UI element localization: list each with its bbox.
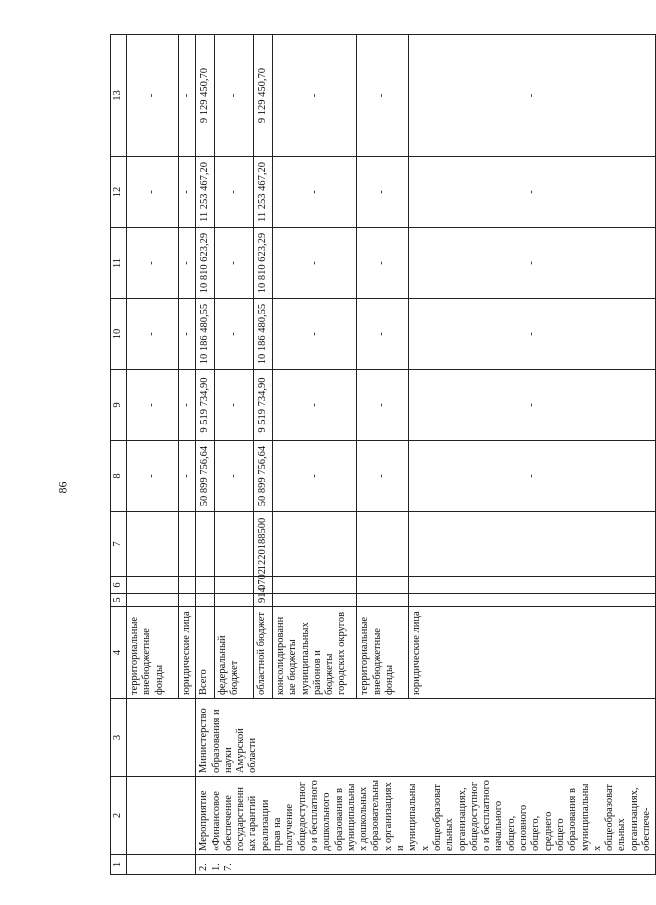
- value-cell: 9 129 450,70: [196, 35, 215, 157]
- value-cell: -: [179, 228, 196, 299]
- value-cell: 50 899 756,64: [196, 441, 215, 512]
- value-cell: -: [127, 441, 179, 512]
- col-header: 1: [111, 855, 127, 875]
- col-header: 4: [111, 607, 127, 699]
- value-cell: -: [357, 441, 408, 512]
- value-cell: -: [127, 35, 179, 157]
- col-header: 13: [111, 35, 127, 157]
- value-cell: -: [214, 299, 254, 370]
- rz-cell: [214, 577, 254, 594]
- col-header: 2: [111, 777, 127, 855]
- value-cell: -: [272, 370, 356, 441]
- csr-cell: [214, 512, 254, 577]
- csr-cell: [272, 512, 356, 577]
- value-cell: 10 810 623,29: [254, 228, 273, 299]
- source-cell: консолидированные бюджеты муниципальных районов и бюджеты городских округов: [272, 607, 356, 699]
- grbs-cell: [408, 594, 656, 607]
- measure-code: 2.1.7.: [196, 855, 656, 875]
- grbs-cell: [357, 594, 408, 607]
- rz-cell: [179, 577, 196, 594]
- col-header: 8: [111, 441, 127, 512]
- value-cell: -: [179, 299, 196, 370]
- value-cell: -: [127, 157, 179, 228]
- csr-cell: [179, 512, 196, 577]
- rz-cell: [127, 577, 179, 594]
- grbs-cell: [214, 594, 254, 607]
- table-row: [127, 35, 179, 875]
- value-cell: 10 810 623,29: [196, 228, 215, 299]
- value-cell: 9 129 450,70: [254, 35, 273, 157]
- rz-cell: [196, 577, 215, 594]
- csr-cell: [408, 512, 656, 577]
- value-cell: -: [214, 441, 254, 512]
- value-cell: -: [408, 157, 656, 228]
- value-cell: 50 899 756,64: [254, 441, 273, 512]
- grbs-cell: 914: [254, 594, 273, 607]
- csr-cell: 1220188500: [254, 512, 273, 577]
- value-cell: 9 519 734,90: [196, 370, 215, 441]
- value-cell: 11 253 467,20: [196, 157, 215, 228]
- value-cell: -: [272, 228, 356, 299]
- executor-cell: [127, 699, 196, 777]
- value-cell: 11 253 467,20: [254, 157, 273, 228]
- code-cell: [127, 855, 196, 875]
- value-cell: -: [214, 228, 254, 299]
- value-cell: -: [408, 228, 656, 299]
- source-cell: юридические лица: [408, 607, 656, 699]
- value-cell: -: [214, 370, 254, 441]
- grbs-cell: [127, 594, 179, 607]
- value-cell: -: [214, 157, 254, 228]
- budget-table-wrapper: [110, 35, 652, 875]
- col-header: 5: [111, 594, 127, 607]
- col-header: 3: [111, 699, 127, 777]
- col-header: 10: [111, 299, 127, 370]
- table-row: [196, 35, 215, 875]
- value-cell: -: [214, 35, 254, 157]
- value-cell: -: [408, 370, 656, 441]
- source-cell: территориальные внебюджетные фонды: [127, 607, 179, 699]
- value-cell: -: [408, 299, 656, 370]
- grbs-cell: [179, 594, 196, 607]
- value-cell: -: [179, 157, 196, 228]
- value-cell: -: [357, 157, 408, 228]
- col-header: 11: [111, 228, 127, 299]
- grbs-cell: [272, 594, 356, 607]
- value-cell: -: [272, 299, 356, 370]
- value-cell: -: [179, 35, 196, 157]
- source-cell: территориальные внебюджетные фонды: [357, 607, 408, 699]
- value-cell: -: [357, 228, 408, 299]
- rz-cell: [272, 577, 356, 594]
- value-cell: -: [272, 35, 356, 157]
- value-cell: -: [127, 228, 179, 299]
- measure-name: Мероприятие «Финансовое обеспечение государственных гарантий реализации прав на получение общедоступного и бесплатного дошкольного образования в муниципальных дошкольных образовательных организациях и муниципальных общеобразовательных организациях, общедоступного и бесплатного начального общего, основного общего, среднего общего образования в муниципальных общеобразовательных организациях, обеспече-: [196, 777, 656, 855]
- value-cell: -: [408, 441, 656, 512]
- source-cell: областной бюджет: [254, 607, 273, 699]
- value-cell: 10 186 480,55: [196, 299, 215, 370]
- value-cell: -: [357, 35, 408, 157]
- csr-cell: [127, 512, 179, 577]
- source-cell: Всего: [196, 607, 215, 699]
- value-cell: -: [272, 157, 356, 228]
- grbs-cell: [196, 594, 215, 607]
- col-header: 6: [111, 577, 127, 594]
- value-cell: -: [357, 299, 408, 370]
- page-number: 86: [55, 481, 70, 494]
- rz-cell: [357, 577, 408, 594]
- col-header: 7: [111, 512, 127, 577]
- csr-cell: [357, 512, 408, 577]
- source-cell: федеральный бюджет: [214, 607, 254, 699]
- csr-cell: [196, 512, 215, 577]
- value-cell: -: [408, 35, 656, 157]
- measure-executor: Министерство образования и науки Амурской области: [196, 699, 656, 777]
- value-cell: -: [357, 370, 408, 441]
- value-cell: -: [179, 441, 196, 512]
- source-cell: юридические лица: [179, 607, 196, 699]
- col-header: 9: [111, 370, 127, 441]
- value-cell: -: [272, 441, 356, 512]
- value-cell: -: [127, 299, 179, 370]
- value-cell: -: [127, 370, 179, 441]
- name-cell: [127, 777, 196, 855]
- rz-cell: 0702: [254, 577, 273, 594]
- value-cell: 9 519 734,90: [254, 370, 273, 441]
- rz-cell: [408, 577, 656, 594]
- header-row: [111, 35, 127, 875]
- value-cell: -: [179, 370, 196, 441]
- budget-table: [110, 34, 656, 875]
- value-cell: 10 186 480,55: [254, 299, 273, 370]
- col-header: 12: [111, 157, 127, 228]
